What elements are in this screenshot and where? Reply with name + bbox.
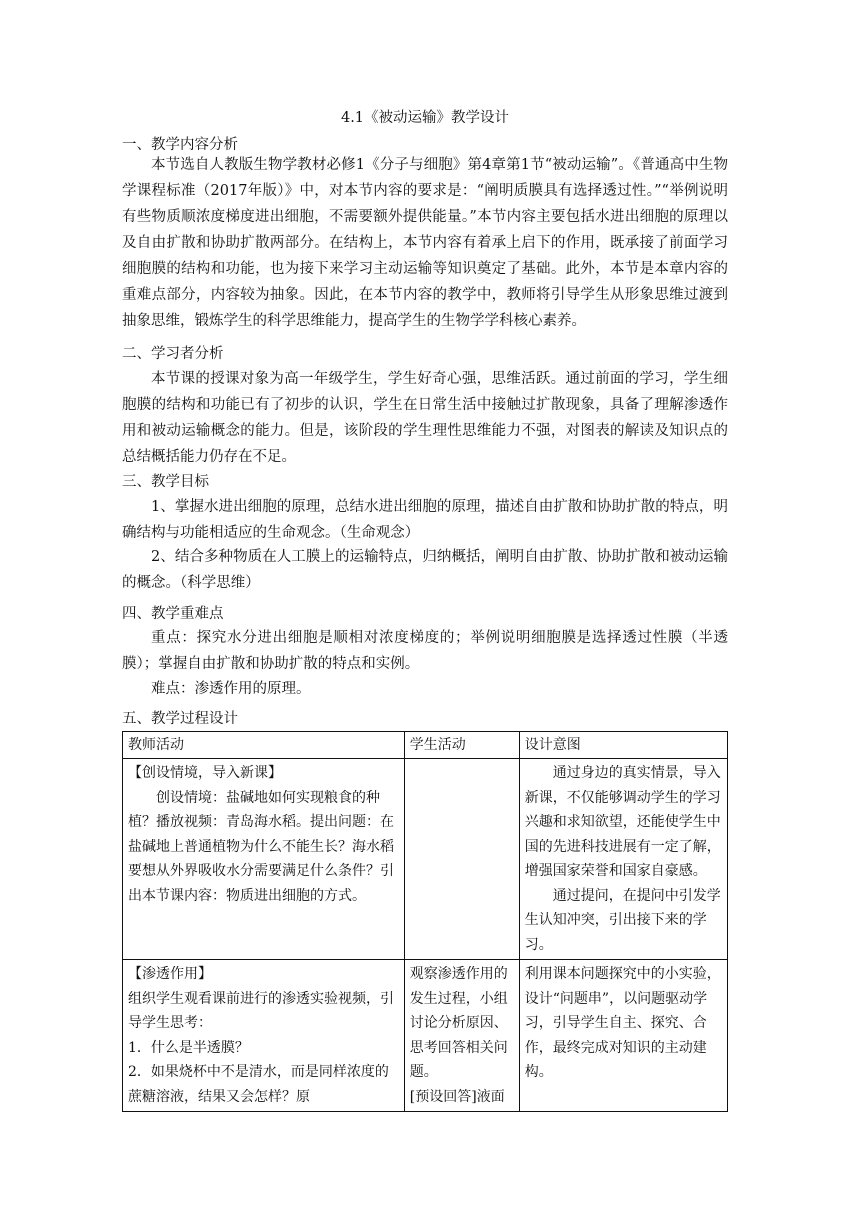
- teacher-activity-text: 组织学生观看课前进行的渗透实验视频，引导学生思考：: [128, 990, 394, 1031]
- content-analysis-paragraph: 本节选自人教版生物学教材必修1《分子与细胞》第4章第1节“被动运输”。《普通高中生物学课程标准（2017年版）》中，对本节内容的要求是：“阐明质膜具有选择透过性。”“举例说明有些物质顺浓度梯度进出细胞，不需要额外提供能量。”本节内容主要包括水进出细胞的原理以及自由扩散和协助扩散两部分。在结构上，本节内容有着承上启下的作用，既承接了前面学习细胞膜的结构和功能，也为接下来学习主动运输等知识奠定了基础。此外，本节是本章内容的重难点部分，内容较为抽象。因此，在本节内容的教学中，教师将引导学生从形象思维过渡到抽象思维，锻炼学生的科学思维能力，提高学生的生物学学科核心素养。: [122, 157, 728, 329]
- student-activity-cell: [404, 759, 519, 960]
- design-intent-cell: [519, 960, 727, 1112]
- table-header-row: [123, 732, 728, 759]
- section-heading-learner-analysis: 二、学习者分析: [122, 346, 224, 362]
- section-heading-teaching-goals: 三、教学目标: [122, 474, 209, 490]
- student-activity-text: 观察渗透作用的发生过程，小组讨论分析原因、思考回答相关问题。: [409, 966, 508, 1080]
- teacher-activity-title: 【渗透作用】: [128, 966, 212, 982]
- document-title: 4.1《被动运输》教学设计: [340, 110, 510, 126]
- column-header-intent: 设计意图: [519, 732, 727, 759]
- teaching-goal-1: 1、掌握水进出细胞的原理，总结水进出细胞的原理，描述自由扩散和协助扩散的特点，明确结构与功能相适应的生命观念。（生命观念）: [122, 499, 728, 541]
- teacher-activity-cell: [123, 960, 405, 1112]
- design-intent-text: 利用课本问题探究中的小实验，设计“问题串”，以问题驱动学习，引导学生自主、探究、合作，最终完成对知识的主动建构。: [524, 966, 721, 1080]
- design-intent-text: 通过提问，在提问中引发学生认知冲突，引出接下来的学习。: [524, 887, 721, 953]
- section-heading-key-points: 四、教学重难点: [122, 606, 224, 622]
- teacher-question: 2．如果烧杯中不是清水，而是同样浓度的蔗糖溶液，结果又会怎样？原: [128, 1064, 389, 1105]
- teacher-activity-cell: [123, 759, 405, 960]
- design-intent-text: 通过身边的真实情景，导入新课，不仅能够调动学生的学习兴趣和求知欲望，还能使学生中国的先进科技进展有一定了解，增强国家荣誉和国家自豪感。: [524, 765, 721, 879]
- key-points-paragraph: 重点：探究水分进出细胞是顺相对浓度梯度的；举例说明细胞膜是选择透过性膜（半透膜）；掌握自由扩散和协助扩散的特点和实例。: [122, 630, 728, 672]
- teacher-activity-text: 创设情境：盐碱地如何实现粮食的种植？播放视频：青岛海水稻。提出问题：在盐碱地上普通植物为什么不能生长？海水稻要想从外界吸收水分需要满足什么条件？引出本节课内容：物质进出细胞的方式。: [128, 789, 394, 904]
- column-header-student: 学生活动: [404, 732, 519, 759]
- section-heading-content-analysis: 一、教学内容分析: [122, 137, 238, 153]
- teacher-question: 1．什么是半透膜？: [128, 1039, 249, 1056]
- student-activity-cell: [404, 960, 519, 1112]
- table-row: [123, 759, 728, 960]
- difficulty-paragraph: 难点：渗透作用的原理。: [151, 681, 311, 697]
- teacher-activity-title: 【创设情境，导入新课】: [128, 765, 282, 781]
- teaching-goal-2: 2、结合多种物质在人工膜上的运输特点，归纳概括，阐明自由扩散、协助扩散和被动运输的概念。（科学思维）: [122, 549, 728, 591]
- section-heading-process-design: 五、教学过程设计: [122, 711, 238, 727]
- column-header-teacher: 教师活动: [123, 732, 405, 759]
- table-row: [123, 960, 728, 1112]
- design-intent-cell: [519, 759, 727, 960]
- learner-analysis-paragraph: 本节课的授课对象为高一年级学生，学生好奇心强，思维活跃。通过前面的学习，学生细胞膜的结构和功能已有了初步的认识，学生在日常生活中接触过扩散现象，具备了理解渗透作用和被动运输概念的能力。但是，该阶段的学生理性思维能力不强，对图表的解读及知识点的总结概括能力仍存在不足。: [122, 371, 728, 465]
- student-activity-text: [预设回答]液面: [409, 1088, 505, 1105]
- process-design-table: [122, 731, 728, 1112]
